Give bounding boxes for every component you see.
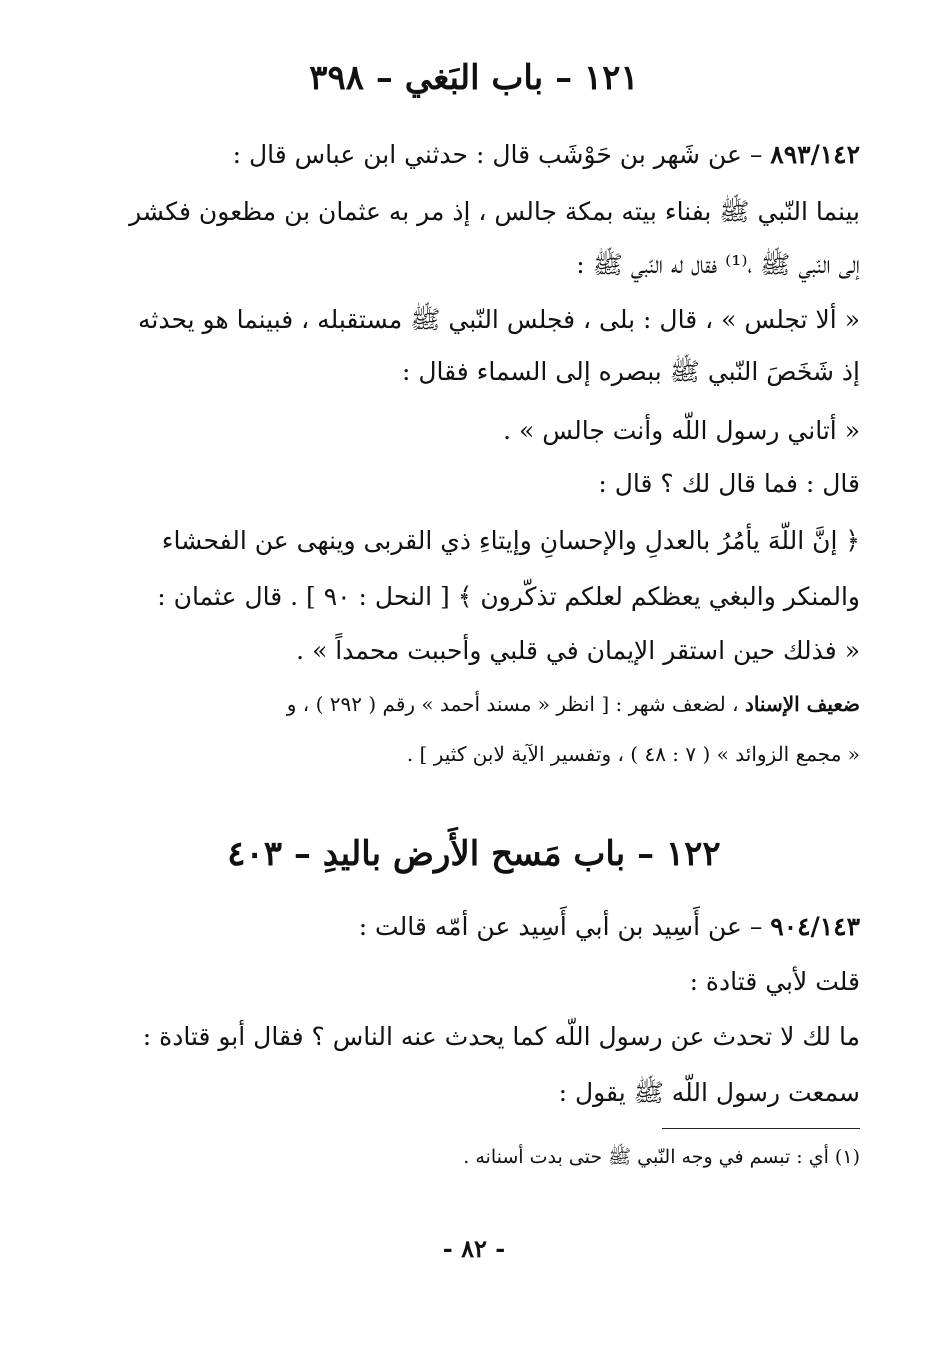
hadith-142-line-6: « أتاني رسول اللّه وأنت جالس » . [503,416,860,445]
hadith-143-line-4: سمعت رسول اللّه ﷺ يقول : [558,1078,860,1107]
chapter-heading-122: ١٢٢ – باب مَسح الأَرض باليدِ – ٤٠٣ [227,834,721,874]
hadith-142-line-4: « ألا تجلس » ، قال : بلى ، فجلس النّبي ﷺ مستقبله ، فبينما هو يحدثه [138,305,860,334]
hadith-142-line-7: قال : فما قال لك ؟ قال : [598,469,860,498]
page-number: - ٨٢ - [442,1234,506,1263]
footnote: (١) أي : تبسم في وجه النّبي ﷺ حتى بدت أسنانه . [463,1146,860,1168]
hadith-142-line-2: بينما النّبي ﷺ بفناء بيته بمكة جالس ، إذ مر به عثمان بن مظعون فكشر [129,197,860,226]
hadith-number: ٩٠٤/١٤٣ [770,912,860,941]
hadith-142-line-1 [233,140,860,170]
hadith-143-line-1 [359,912,860,942]
hadith-number: ٨٩٣/١٤٢ [770,140,860,169]
hadith-142-line-3: إلى النّبي ﷺ ،⁽¹⁾ فقال له النّبي ﷺ : [576,250,860,279]
quran-verse-line-2: والمنكر والبغي يعظكم لعلكم تذكّرون ﴾ [ النحل : ٩٠ ] . قال عثمان : [157,582,860,611]
grading-label: ضعيف الإسناد [744,692,860,716]
hadith-143-line-3: ما لك لا تحدث عن رسول اللّه كما يحدث عنه الناس ؟ فقال أبو قتادة : [142,1022,860,1051]
grading-line-2: « مجمع الزوائد » ( ٧ : ٤٨ ) ، وتفسير الآية لابن كثير ] . [406,742,860,766]
quran-verse-line-1: ﴿ إنَّ اللّهَ يأمُرُ بالعدلِ والإحسانِ وإيتاءِ ذي القربى وينهى عن الفحشاء [161,526,860,555]
grading-line-1 [287,692,860,716]
hadith-142-line-5: إذ شَخَصَ النّبي ﷺ ببصره إلى السماء فقال : [401,357,860,386]
footnote-divider [662,1128,860,1129]
hadith-143-line-2: قلت لأبي قتادة : [689,967,860,996]
grading-text: ، لضعف شهر : [ انظر « مسند أحمد » رقم ( ٢٩٢ ) ، و [286,692,745,716]
hadith-142-line-10: « فذلك حين استقر الإيمان في قلبي وأحببت محمداً » . [296,636,860,665]
hadith-text: – عن شَهر بن حَوْشَب قال : حدثني ابن عباس قال : [232,140,771,169]
hadith-text: – عن أَسِيد بن أبي أَسِيد عن أمّه قالت : [358,912,771,941]
chapter-heading-121: ١٢١ – باب البَغي – ٣٩٨ [309,58,639,98]
